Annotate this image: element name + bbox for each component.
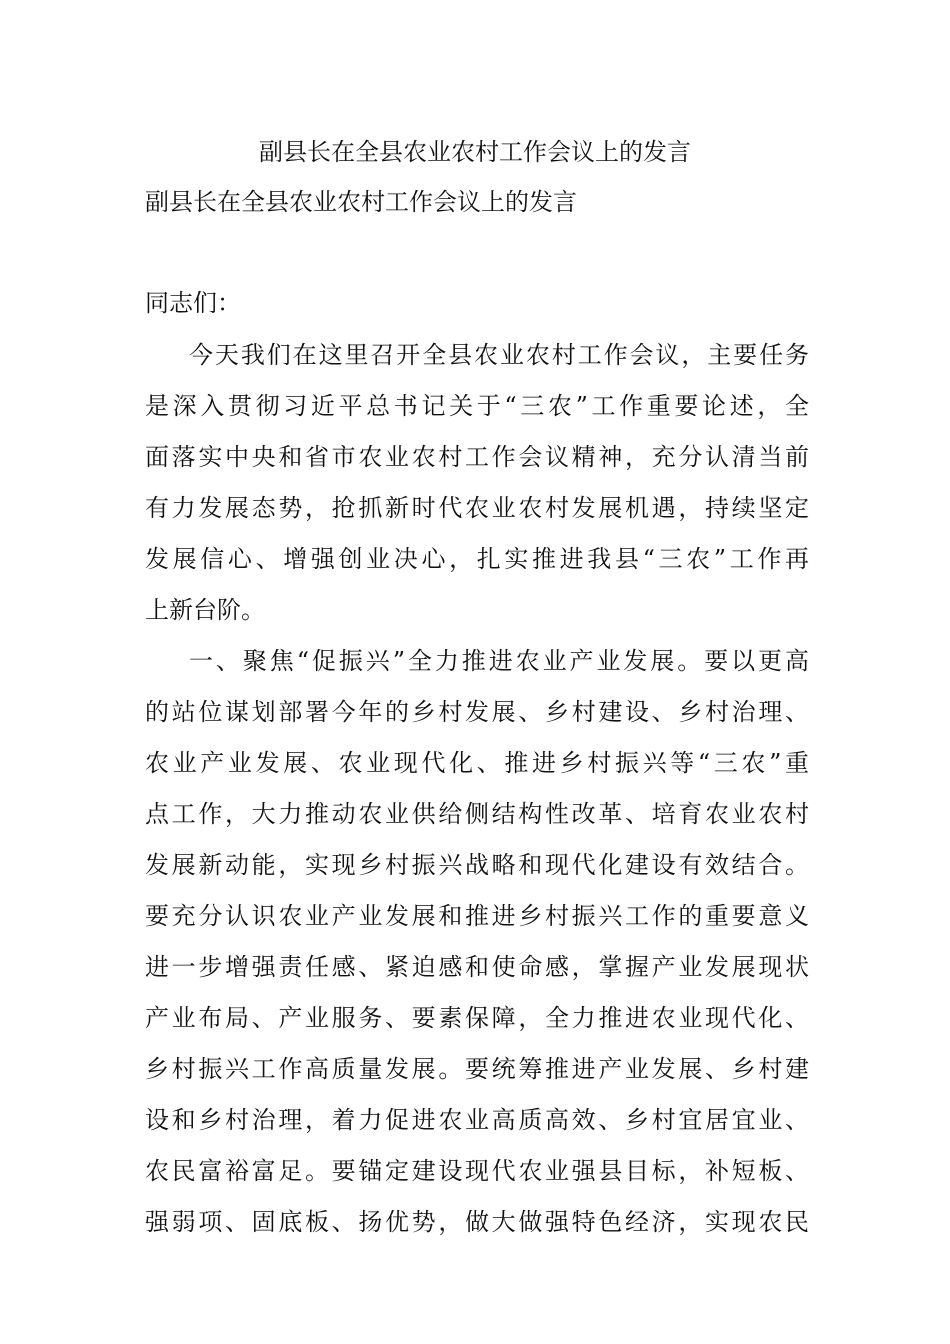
paragraph-line: 产业布局、产业服务、要素保障，全力推进农业现代化、 — [145, 1004, 809, 1032]
paragraph-line: 农业产业发展、农业现代化、推进乡村振兴等“三农”重 — [145, 749, 809, 777]
paragraph-line: 的站位谋划部署今年的乡村发展、乡村建设、乡村治理、 — [145, 698, 809, 726]
paragraph-line: 是深入贯彻习近平总书记关于“三农”工作重要论述，全 — [145, 392, 809, 420]
paragraph-line: 要充分认识农业产业发展和推进乡村振兴工作的重要意义 — [145, 902, 809, 930]
paragraph-line: 设和乡村治理，着力促进农业高质高效、乡村宜居宜业、 — [145, 1106, 809, 1134]
paragraph-line: 有力发展态势，抢抓新时代农业农村发展机遇，持续坚定 — [145, 494, 809, 522]
paragraph-line: 乡村振兴工作高质量发展。要统筹推进产业发展、乡村建 — [145, 1055, 809, 1083]
paragraph-line: 进一步增强责任感、紧迫感和使命感，掌握产业发展现状 — [145, 953, 809, 981]
paragraph-line: 发展信心、增强创业决心，扎实推进我县“三农”工作再 — [145, 545, 809, 573]
paragraph-line: 发展新动能，实现乡村振兴战略和现代化建设有效结合。 — [145, 851, 809, 879]
paragraph-line: 今天我们在这里召开全县农业农村工作会议，主要任务 — [189, 341, 809, 369]
paragraph-line: 一、聚焦“促振兴”全力推进农业产业发展。要以更高 — [189, 647, 809, 675]
salutation: 同志们： — [145, 289, 241, 317]
paragraph-line: 点工作，大力推动农业供给侧结构性改革、培育农业农村 — [145, 800, 809, 828]
body-text — [145, 330, 809, 1248]
paragraph-line: 上新台阶。 — [145, 596, 265, 624]
paragraph-line: 农民富裕富足。要锚定建设现代农业强县目标，补短板、 — [145, 1157, 809, 1185]
document-title-centered: 副县长在全县农业农村工作会议上的发言 — [259, 138, 691, 166]
document-title-repeated: 副县长在全县农业农村工作会议上的发言 — [145, 188, 577, 216]
paragraph-line: 面落实中央和省市农业农村工作会议精神，充分认清当前 — [145, 443, 809, 471]
paragraph-line: 强弱项、固底板、扬优势，做大做强特色经济，实现农民 — [145, 1208, 809, 1236]
